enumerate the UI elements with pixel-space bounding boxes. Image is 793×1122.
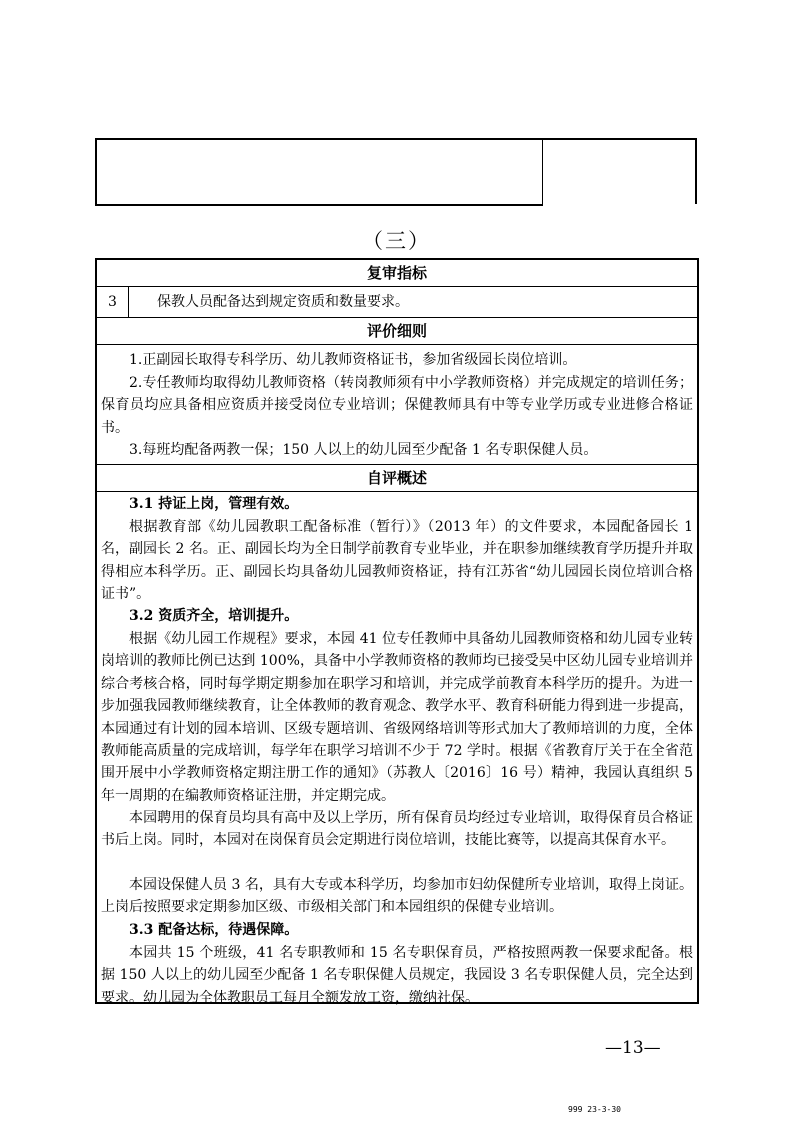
table-bottom-border [95, 204, 543, 206]
section-3-2-paragraph-2: 本园聘用的保育员均具有高中及以上学历，所有保育员均经过专业培训，取得保育员合格证书后上岗。同时，本园对在岗保育员会定期进行岗位培训，技能比赛等，以提高其保育水平。 [101, 810, 693, 849]
criteria-item-1: 1.正副园长取得专科学历、幼儿教师资格证书，参加省级园长岗位培训。 [129, 352, 577, 368]
review-indicator-header: 复审指标 [97, 260, 697, 287]
section-3-2-title: 3.2 资质齐全，培训提升。 [129, 608, 299, 624]
section-3-2-paragraph-3: 本园设保健人员 3 名，具有大专或本科学历，均参加市妇幼保健所专业培训，取得上岗证。上岗后按照要求定期参加区级、市级相关部门和本园组织的保健专业培训。 [101, 877, 693, 916]
criteria-header: 评价细则 [97, 318, 697, 345]
criteria-item-2: 2.专任教师均取得幼儿教师资格（转岗教师须有中小学教师资格）并完成规定的培训任务；保育员均应具备相应资质并接受岗位专业培训；保健教师具有中等专业学历或专业进修合格证书。 [101, 375, 693, 436]
evaluation-table [95, 258, 699, 1004]
page-number: —13— [605, 1038, 661, 1058]
section-3-3-paragraph: 本园共 15 个班级，41 名专职教师和 15 名专职保育员，严格按照两教一保要求配备。根据 150 人以上的幼儿园至少配备 1 名专职保健人员规定，我园设 3 名专职保健人员，完全达到要求。幼儿园为全体教职员工每月全额发放工资，缴纳社保。 [101, 945, 693, 1006]
section-title: （三） [362, 229, 431, 253]
indicator-number: 3 [97, 287, 129, 317]
criteria-item-3: 3.每班均配备两教一保；150 人以上的幼儿园至少配备 1 名专职保健人员。 [129, 442, 598, 458]
section-3-1-title: 3.1 持证上岗，管理有效。 [129, 496, 299, 512]
self-evaluation-header: 自评概述 [97, 465, 697, 492]
section-3-2-paragraph-1: 根据《幼儿园工作规程》要求，本园 41 位专任教师中具备幼儿园教师资格和幼儿园专业转岗培训的教师比例已达到 100%，具备中小学教师资格的教师均已接受吴中区幼儿园专业培训并综合考核合格，同时每学期定期参加在职学习和培训，并完成学前教育本科学历的提升。为进一步加强我园教师继续教育，让全体教师的教育观念、教学水平、教育科研能力得到进一步提高，本园通过有计划的园本培训、区级专题培训、省级网络培训等形式加大了教师培训的力度，全体教师能高质量的完成培训，每学年在职学习培训不少于 72 学时。根据《省教育厅关于在全省范围开展中小学教师资格定期注册工作的通知》（苏教人〔2016〕16 号）精神，我园认真组织 5 年一周期的在编教师资格证注册，并定期完成。 [101, 631, 693, 804]
print-stamp: 999 23-3-30 [568, 1105, 621, 1114]
section-3-3-title: 3.3 配备达标，待遇保障。 [129, 922, 299, 938]
indicator-text: 保教人员配备达到规定资质和数量要求。 [157, 294, 409, 310]
section-3-1-paragraph: 根据教育部《幼儿园教职工配备标准（暂行）》（2013 年）的文件要求，本园配备园长 1 名，副园长 2 名。正、副园长均为全日制学前教育专业毕业，并在职参加继续教育学历提升并取得相应本科学历。正、副园长均具备幼儿园教师资格证，持有江苏省“幼儿园园长岗位培训合格证书”。 [101, 519, 693, 603]
previous-table-end [95, 138, 697, 204]
table-column-divider [542, 140, 543, 204]
